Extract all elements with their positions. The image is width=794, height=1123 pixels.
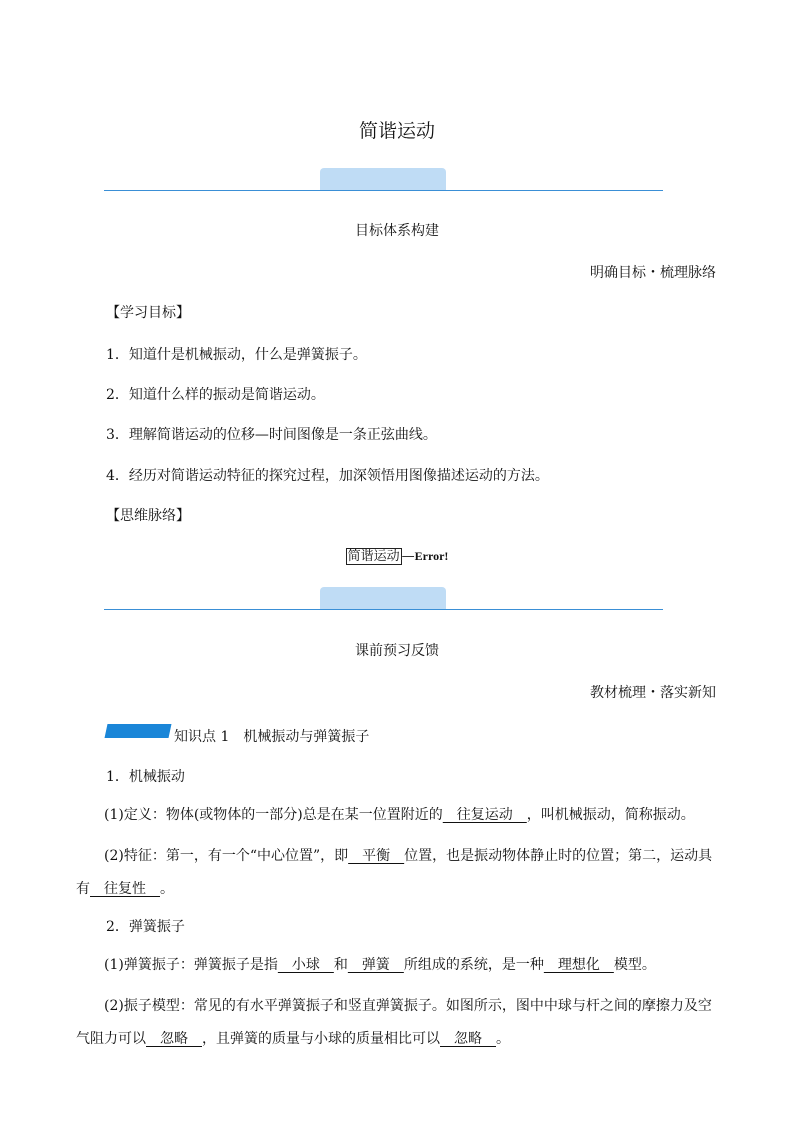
mind-map-label: 【思维脉络】	[106, 508, 190, 524]
answer-blank: 往复性	[90, 881, 160, 897]
knowledge-point-marker	[105, 724, 172, 738]
answer-blank: 往复运动	[442, 807, 527, 823]
answer-blank: 弹簧	[347, 957, 404, 973]
answer-blank: 理想化	[543, 957, 614, 973]
answer-blank: 忽略	[440, 1031, 496, 1047]
oscillator-model-paragraph: (2)振子模型：常见的有水平弹簧振子和竖直弹簧振子。如图所示，图中中球与杆之间的摩擦力及空气阻力可以 忽略 ，且弹簧的质量与小球的质量相比可以 忽略 。	[76, 998, 712, 1047]
goal-item: 1．知道什是机械振动，什么是弹簧振子。	[106, 347, 367, 363]
goal-item: 4．经历对简谐运动特征的探究过程，加深领悟用图像描述运动的方法。	[106, 468, 549, 484]
mind-map-root: 简谐运动	[347, 549, 400, 564]
answer-blank: 平衡	[348, 848, 405, 864]
goals-label: 【学习目标】	[106, 305, 190, 321]
definition-paragraph: (1)定义：物体(或物体的一部分)总是在某一位置附近的 往复运动 ，叫机械振动，简称振动。	[104, 807, 695, 823]
section-tag-preview: 教材梳理・落实新知	[590, 685, 716, 701]
section-tag-goals: 明确目标・梳理脉络	[590, 265, 716, 281]
mind-map-connector: —	[401, 549, 415, 564]
page-title: 简谐运动	[358, 120, 435, 142]
goal-item: 3．理解简谐运动的位移—时间图像是一条正弦曲线。	[106, 427, 437, 443]
section-tab-decoration	[320, 168, 446, 190]
section-heading-goals: 目标体系构建	[355, 223, 439, 239]
section-tab-decoration	[320, 587, 446, 609]
feature-paragraph: (2)特征：第一，有一个“中心位置”，即 平衡 位置，也是振动物体静止时的位置；第二，运动具有 往复性 。	[76, 848, 713, 897]
section-divider	[104, 190, 663, 191]
spring-oscillator-paragraph: (1)弹簧振子：弹簧振子是指 小球 和 弹簧 所组成的系统，是一种 理想化 模型。	[104, 957, 656, 973]
mind-map	[0, 545, 794, 564]
mind-map-error: Error!	[414, 549, 449, 563]
goal-item: 2．知道什么样的振动是简谐运动。	[106, 387, 325, 403]
answer-blank: 小球	[277, 957, 334, 973]
subheading-mechanical-vibration: 1．机械振动	[106, 769, 185, 785]
section-divider	[104, 609, 663, 610]
subheading-spring-oscillator: 2．弹簧振子	[106, 919, 185, 935]
answer-blank: 忽略	[146, 1031, 202, 1047]
knowledge-point-title: 知识点 1 机械振动与弹簧振子	[174, 729, 370, 745]
section-heading-preview: 课前预习反馈	[355, 643, 439, 659]
